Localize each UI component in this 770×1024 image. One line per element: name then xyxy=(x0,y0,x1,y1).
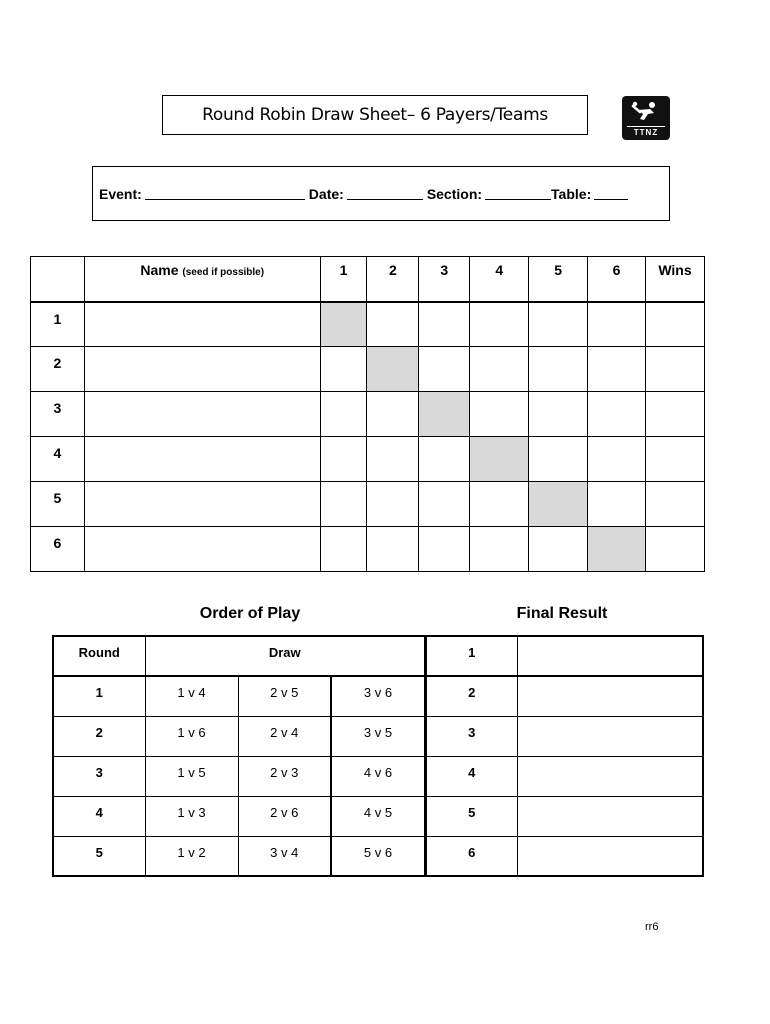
section-label: Section: xyxy=(426,185,483,202)
match-cell: 2 v 4 xyxy=(238,716,331,756)
logo-divider xyxy=(627,126,665,127)
final-result-heading: Final Result xyxy=(516,605,608,622)
player-name-cell[interactable] xyxy=(84,347,320,392)
grid-corner-cell xyxy=(31,257,85,302)
row-number: 6 xyxy=(31,527,85,572)
blocked-cell xyxy=(470,437,529,482)
round-row xyxy=(53,716,425,756)
score-cell[interactable] xyxy=(320,437,367,482)
score-cell[interactable] xyxy=(588,392,646,437)
ttnz-logo xyxy=(622,96,670,140)
round-row xyxy=(53,676,425,716)
date-field[interactable] xyxy=(347,187,423,200)
score-cell[interactable] xyxy=(588,482,646,527)
result-row xyxy=(427,836,704,876)
round-row xyxy=(53,796,425,836)
position-number: 1 xyxy=(427,636,518,676)
blocked-cell xyxy=(529,482,588,527)
score-cell[interactable] xyxy=(529,392,588,437)
match-cell: 2 v 5 xyxy=(238,676,331,716)
match-cell: 1 v 6 xyxy=(145,716,238,756)
grid-row xyxy=(31,302,705,347)
round-number: 4 xyxy=(53,796,145,836)
event-details-box xyxy=(92,166,670,221)
match-cell: 1 v 5 xyxy=(145,756,238,796)
table-label: Table: xyxy=(551,185,592,202)
score-cell[interactable] xyxy=(529,437,588,482)
score-cell[interactable] xyxy=(470,527,529,572)
table-field[interactable] xyxy=(594,187,628,200)
score-cell[interactable] xyxy=(419,302,470,347)
score-cell[interactable] xyxy=(529,302,588,347)
score-cell[interactable] xyxy=(529,347,588,392)
grid-row xyxy=(31,347,705,392)
result-row xyxy=(427,636,704,676)
score-cell[interactable] xyxy=(529,527,588,572)
match-cell: 2 v 6 xyxy=(238,796,331,836)
grid-row xyxy=(31,527,705,572)
blocked-cell xyxy=(588,527,646,572)
order-of-play-table xyxy=(52,635,426,877)
final-result-table xyxy=(426,635,704,877)
score-cell[interactable] xyxy=(588,302,646,347)
wins-cell[interactable] xyxy=(645,482,704,527)
round-header: Round xyxy=(53,636,145,676)
form-code: rr6 xyxy=(645,921,659,933)
wins-cell[interactable] xyxy=(645,347,704,392)
player-name-cell[interactable] xyxy=(84,527,320,572)
name-column-header xyxy=(84,257,320,302)
match-cell: 1 v 4 xyxy=(145,676,238,716)
result-row xyxy=(427,796,704,836)
result-name-cell[interactable] xyxy=(517,676,703,716)
blocked-cell xyxy=(320,302,367,347)
score-cell[interactable] xyxy=(367,527,419,572)
score-cell[interactable] xyxy=(470,302,529,347)
score-cell[interactable] xyxy=(320,482,367,527)
position-number: 6 xyxy=(427,836,518,876)
column-header-6: 6 xyxy=(588,257,646,302)
score-cell[interactable] xyxy=(320,527,367,572)
score-cell[interactable] xyxy=(588,347,646,392)
row-number: 5 xyxy=(31,482,85,527)
score-cell[interactable] xyxy=(367,392,419,437)
match-cell: 3 v 4 xyxy=(238,836,331,876)
date-label: Date: xyxy=(308,185,344,202)
logo-text: TTNZ xyxy=(633,128,659,137)
score-cell[interactable] xyxy=(470,482,529,527)
column-header-1: 1 xyxy=(320,257,367,302)
match-cell: 2 v 3 xyxy=(238,756,331,796)
row-number: 4 xyxy=(31,437,85,482)
position-number: 2 xyxy=(427,676,518,716)
position-number: 4 xyxy=(427,756,518,796)
event-field[interactable] xyxy=(145,187,305,200)
row-number: 2 xyxy=(31,347,85,392)
score-cell[interactable] xyxy=(588,437,646,482)
score-cell[interactable] xyxy=(320,392,367,437)
score-cell[interactable] xyxy=(470,392,529,437)
column-header-4: 4 xyxy=(470,257,529,302)
round-row xyxy=(53,836,425,876)
score-cell[interactable] xyxy=(419,482,470,527)
name-header-label: Name xyxy=(140,262,179,278)
sheet-title: Round Robin Draw Sheet– 6 Payers/Teams xyxy=(162,95,588,135)
round-number: 2 xyxy=(53,716,145,756)
result-name-cell[interactable] xyxy=(517,756,703,796)
result-name-cell[interactable] xyxy=(517,636,703,676)
column-header-3: 3 xyxy=(419,257,470,302)
match-cell: 3 v 6 xyxy=(331,676,425,716)
row-number: 1 xyxy=(31,302,85,347)
score-cell[interactable] xyxy=(419,437,470,482)
round-row xyxy=(53,756,425,796)
blocked-cell xyxy=(419,392,470,437)
order-of-play-heading: Order of Play xyxy=(199,605,301,622)
result-row xyxy=(427,676,704,716)
wins-cell[interactable] xyxy=(645,437,704,482)
wins-cell[interactable] xyxy=(645,527,704,572)
score-cell[interactable] xyxy=(367,437,419,482)
player-name-cell[interactable] xyxy=(84,482,320,527)
player-name-cell[interactable] xyxy=(84,392,320,437)
grid-row xyxy=(31,392,705,437)
result-row xyxy=(427,756,704,796)
score-cell[interactable] xyxy=(320,347,367,392)
score-cell[interactable] xyxy=(419,527,470,572)
round-robin-grid xyxy=(30,256,705,572)
match-cell: 1 v 3 xyxy=(145,796,238,836)
table-tennis-player-icon xyxy=(630,100,662,126)
column-header-2: 2 xyxy=(367,257,419,302)
match-cell: 1 v 2 xyxy=(145,836,238,876)
column-header-5: 5 xyxy=(529,257,588,302)
match-cell: 4 v 6 xyxy=(331,756,425,796)
row-number: 3 xyxy=(31,392,85,437)
score-cell[interactable] xyxy=(470,347,529,392)
wins-cell[interactable] xyxy=(645,392,704,437)
wins-cell[interactable] xyxy=(645,302,704,347)
match-cell: 5 v 6 xyxy=(331,836,425,876)
match-cell: 4 v 5 xyxy=(331,796,425,836)
result-name-cell[interactable] xyxy=(517,796,703,836)
grid-row xyxy=(31,437,705,482)
position-number: 3 xyxy=(427,716,518,756)
player-name-cell[interactable] xyxy=(84,437,320,482)
result-name-cell[interactable] xyxy=(517,836,703,876)
section-field[interactable] xyxy=(485,187,551,200)
round-number: 1 xyxy=(53,676,145,716)
draw-header: Draw xyxy=(145,636,425,676)
result-name-cell[interactable] xyxy=(517,716,703,756)
player-name-cell[interactable] xyxy=(84,302,320,347)
wins-column-header: Wins xyxy=(645,257,704,302)
grid-row xyxy=(31,482,705,527)
round-number: 3 xyxy=(53,756,145,796)
score-cell[interactable] xyxy=(367,482,419,527)
grid-header-row xyxy=(31,257,705,302)
position-number: 5 xyxy=(427,796,518,836)
score-cell[interactable] xyxy=(419,347,470,392)
event-label: Event: xyxy=(99,185,142,202)
score-cell[interactable] xyxy=(367,302,419,347)
round-number: 5 xyxy=(53,836,145,876)
name-header-note: (seed if possible) xyxy=(182,267,265,278)
match-cell: 3 v 5 xyxy=(331,716,425,756)
order-header-row xyxy=(53,636,425,676)
blocked-cell xyxy=(367,347,419,392)
result-row xyxy=(427,716,704,756)
